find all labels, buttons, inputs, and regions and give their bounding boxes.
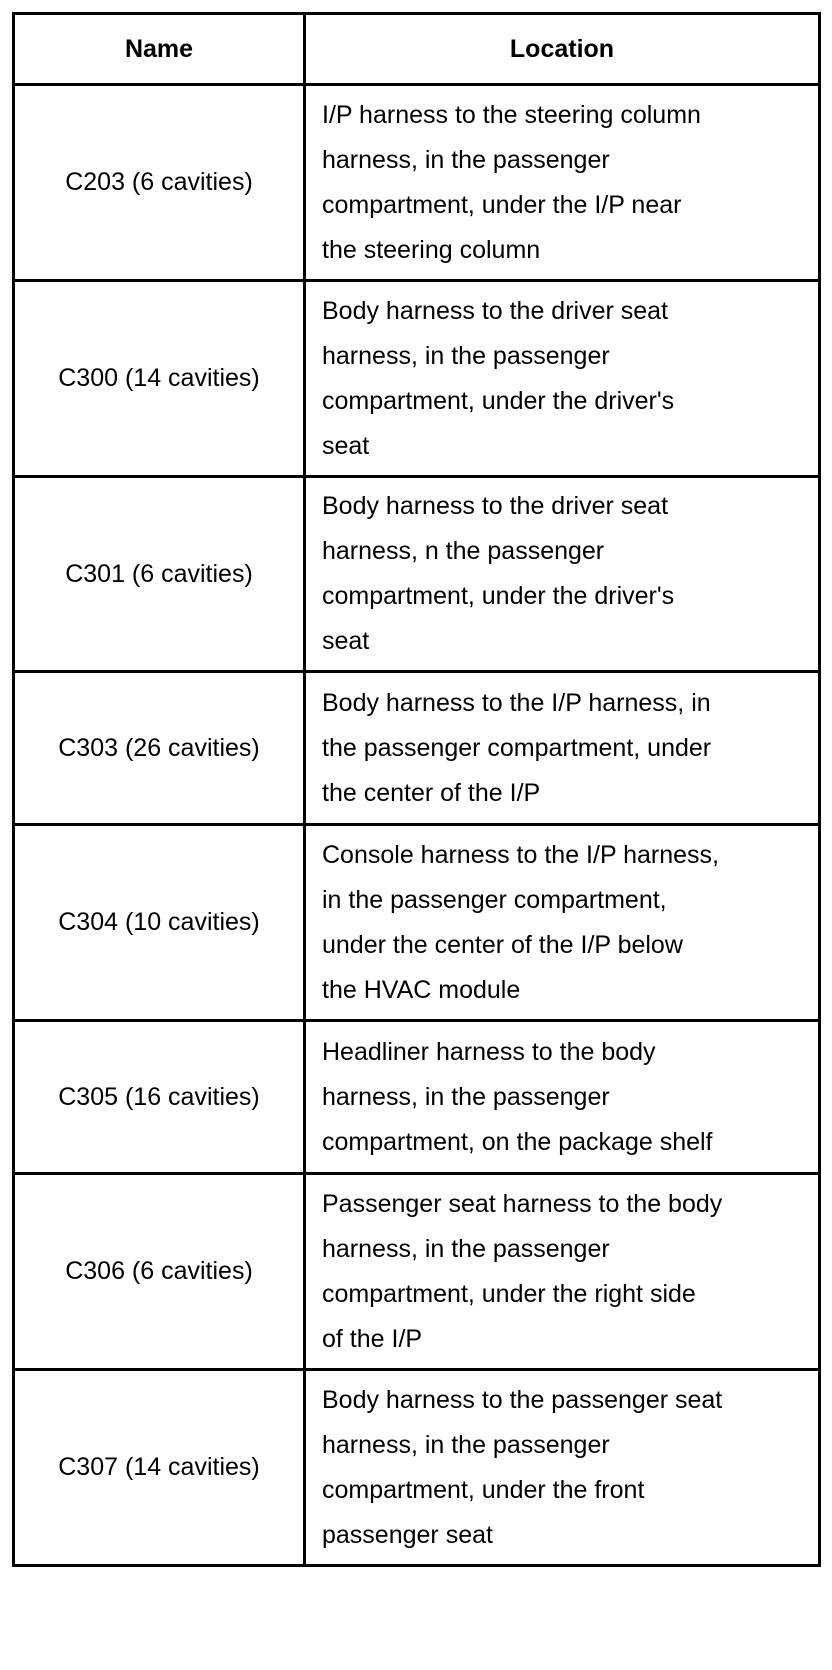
location-line: harness, in the passenger — [322, 145, 610, 174]
location-line: Passenger seat harness to the body — [322, 1189, 723, 1218]
location-line: of the I/P — [322, 1324, 423, 1353]
connector-name-cell: C300 (14 cavities) — [14, 281, 305, 477]
location-line: compartment, under the driver's — [322, 582, 675, 610]
location-line: Console harness to the I/P harness, — [322, 840, 719, 869]
connector-name-cell: C301 (6 cavities) — [14, 477, 305, 672]
location-line: under the center of the I/P below — [322, 930, 683, 959]
location-line: the passenger compartment, under — [322, 733, 712, 762]
location-line: compartment, under the I/P near — [322, 190, 682, 219]
location-line: compartment, under the driver's — [322, 386, 675, 415]
connector-location-cell — [305, 477, 820, 672]
location-line: seat — [322, 431, 370, 460]
table-row — [14, 477, 820, 672]
location-line: Body harness to the passenger seat — [322, 1385, 723, 1414]
connector-location-cell — [305, 825, 820, 1021]
location-line: in the passenger compartment, — [322, 885, 667, 914]
location-line: seat — [322, 627, 370, 655]
connector-location-cell — [305, 1370, 820, 1566]
table-body — [14, 85, 820, 1566]
location-line: compartment, under the right side — [322, 1279, 696, 1308]
location-line: compartment, under the front — [322, 1475, 645, 1504]
location-line: Headliner harness to the body — [322, 1037, 656, 1066]
location-line: harness, in the passenger — [322, 1234, 610, 1263]
table-row — [14, 1370, 820, 1566]
location-line: harness, n the passenger — [322, 537, 605, 565]
connector-location-cell — [305, 672, 820, 825]
location-line: Body harness to the I/P harness, in — [322, 688, 711, 717]
table-row — [14, 672, 820, 825]
connector-location-cell — [305, 281, 820, 477]
location-column-header: Location — [305, 14, 820, 85]
connector-name-cell: C303 (26 cavities) — [14, 672, 305, 825]
connector-location-cell — [305, 1021, 820, 1174]
location-line: harness, in the passenger — [322, 1430, 610, 1459]
connector-location-cell — [305, 85, 820, 281]
location-line: Body harness to the driver seat — [322, 296, 669, 325]
table-row — [14, 1021, 820, 1174]
connector-name-cell: C306 (6 cavities) — [14, 1174, 305, 1370]
location-line: the center of the I/P — [322, 778, 541, 807]
connector-location-cell — [305, 1174, 820, 1370]
location-line: harness, in the passenger — [322, 1082, 610, 1111]
location-line: compartment, on the package shelf — [322, 1127, 713, 1156]
location-line: harness, in the passenger — [322, 341, 610, 370]
table-row — [14, 1174, 820, 1370]
connector-name-cell: C304 (10 cavities) — [14, 825, 305, 1021]
table-row — [14, 825, 820, 1021]
table-header-row — [14, 14, 820, 85]
table-row — [14, 281, 820, 477]
location-line: I/P harness to the steering column — [322, 100, 701, 129]
location-line: the steering column — [322, 235, 541, 264]
connector-name-cell: C307 (14 cavities) — [14, 1370, 305, 1566]
location-line: Body harness to the driver seat — [322, 492, 669, 520]
connector-location-table — [12, 12, 821, 1567]
table-row — [14, 85, 820, 281]
name-column-header: Name — [14, 14, 305, 85]
location-line: the HVAC module — [322, 975, 521, 1004]
connector-name-cell: C203 (6 cavities) — [14, 85, 305, 281]
location-line: passenger seat — [322, 1520, 493, 1549]
connector-name-cell: C305 (16 cavities) — [14, 1021, 305, 1174]
